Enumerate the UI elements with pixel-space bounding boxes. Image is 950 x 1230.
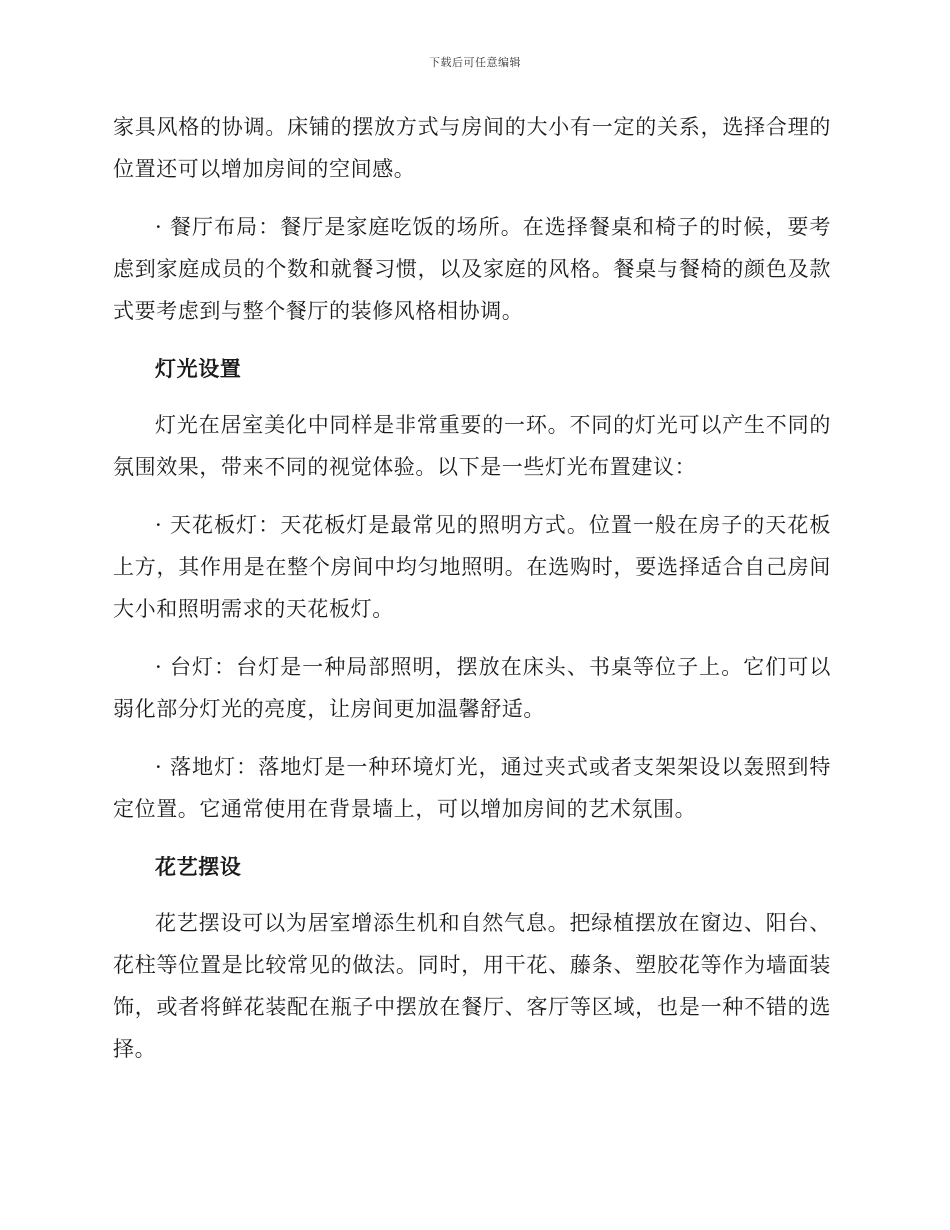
paragraph-bed-placement: 家具风格的协调。床铺的摆放方式与房间的大小有一定的关系，选择合理的位置还可以增加房间的空间感。 [113, 115, 831, 181]
paragraph-dining-layout: · 餐厅布局：餐厅是家庭吃饭的场所。在选择餐桌和椅子的时候，要考虑到家庭成员的个数和就餐习惯，以及家庭的风格。餐桌与餐椅的颜色及款式要考虑到与整个餐厅的装修风格相协调。 [113, 215, 831, 323]
page-header: 下载后可任意编辑 [429, 56, 521, 69]
heading-floral: 花艺摆设 [155, 854, 242, 879]
paragraph-lighting-intro: 灯光在居室美化中同样是非常重要的一环。不同的灯光可以产生不同的氛围效果，带来不同的视觉体验。以下是一些灯光布置建议： [113, 413, 831, 479]
paragraph-floral-arrangement: 花艺摆设可以为居室增添生机和自然气息。把绿植摆放在窗边、阳台、花柱等位置是比较常见的做法。同时，用干花、藤条、塑胶花等作为墙面装饰，或者将鲜花装配在瓶子中摆放在餐厅、客厅等区域，也是一种不错的选择。 [113, 911, 831, 1061]
paragraph-floor-lamp: · 落地灯：落地灯是一种环境灯光，通过夹式或者支架架设以轰照到特定位置。它通常使用在背景墙上，可以增加房间的艺术氛围。 [113, 755, 831, 821]
paragraph-desk-lamp: · 台灯：台灯是一种局部照明，摆放在床头、书桌等位子上。它们可以弱化部分灯光的亮度，让房间更加温馨舒适。 [113, 655, 831, 721]
document-body [113, 106, 831, 1086]
heading-lighting: 灯光设置 [155, 356, 242, 381]
paragraph-ceiling-light: · 天花板灯：天花板灯是最常见的照明方式。位置一般在房子的天花板上方，其作用是在整个房间中均匀地照明。在选购时，要选择适合自己房间大小和照明需求的天花板灯。 [113, 513, 831, 621]
